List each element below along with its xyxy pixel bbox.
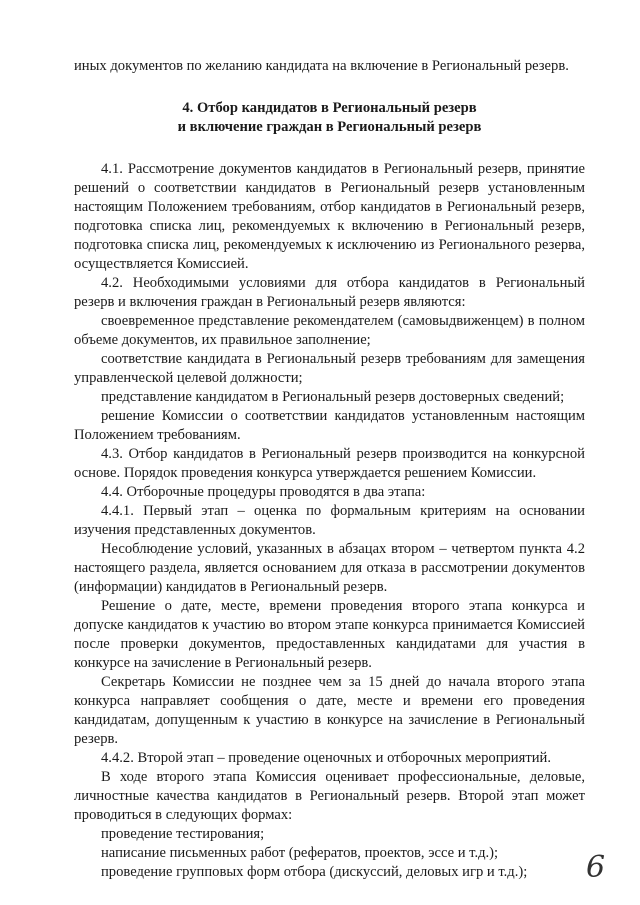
section-heading <box>74 99 585 137</box>
section-heading-line-2: и включение граждан в Региональный резерв <box>177 119 482 135</box>
paragraph: написание письменных работ (рефератов, проектов, эссе и т.д.); <box>101 845 499 861</box>
paragraph: Несоблюдение условий, указанных в абзацах втором – четвертом пункта 4.2 настоящего раздела, является основанием для отказа в рассмотрении документов (информации) кандидатов в Региональный резерв. <box>74 541 585 595</box>
paragraph: проведение тестирования; <box>101 826 265 842</box>
paragraph: В ходе второго этапа Комиссия оценивает профессиональные, деловые, личностные качества кандидатов в Региональный резерв. Второй этап может проводиться в следующих формах: <box>74 769 585 823</box>
paragraph: 4.4. Отборочные процедуры проводятся в два этапа: <box>101 484 426 500</box>
paragraph: 4.3. Отбор кандидатов в Региональный резерв производится на конкурсной основе. Порядок проведения конкурса утверждается решением Комиссии. <box>74 446 585 481</box>
paragraph: представление кандидатом в Региональный резерв достоверных сведений; <box>101 389 565 405</box>
paragraph: Секретарь Комиссии не позднее чем за 15 дней до начала второго этапа конкурса направляет сообщения о дате, месте и времени его проведения кандидатам, допущенным к участию в конкурсе на зачисление в Региональный резерв. <box>74 674 585 747</box>
document-body <box>74 57 585 882</box>
paragraph: проведение групповых форм отбора (дискуссий, деловых игр и т.д.); <box>101 864 528 880</box>
section-heading-line-1: 4. Отбор кандидатов в Региональный резерв <box>182 100 477 116</box>
handwritten-page-number: 6 <box>586 850 606 885</box>
paragraph: 4.1. Рассмотрение документов кандидатов в Региональный резерв, принятие решений о соответствии кандидатов в Региональный резерв установленным настоящим Положением требованиям, отбор кандидатов в Региональный резерв, подготовка списка лиц, рекомендуемых к включению в Региональный резерв, подготовка списка лиц, рекомендуемых к исключению из Регионального резерва, осуществляется Комиссией. <box>74 161 585 272</box>
paragraph: своевременное представление рекомендателем (самовыдвиженцем) в полном объеме документов, их правильное заполнение; <box>74 313 585 348</box>
paragraph: 4.4.1. Первый этап – оценка по формальным критериям на основании изучения представленных документов. <box>74 503 585 538</box>
paragraph: 4.2. Необходимыми условиями для отбора кандидатов в Региональный резерв и включения граждан в Региональный резерв являются: <box>74 275 585 310</box>
paragraph: 4.4.2. Второй этап – проведение оценочных и отборочных мероприятий. <box>101 750 551 766</box>
intro-paragraph: иных документов по желанию кандидата на включение в Региональный резерв. <box>74 58 569 74</box>
paragraph: соответствие кандидата в Региональный резерв требованиям для замещения управленческой целевой должности; <box>74 351 585 386</box>
paragraph: решение Комиссии о соответствии кандидатов установленным настоящим Положением требованиям. <box>74 408 585 443</box>
paragraph: Решение о дате, месте, времени проведения второго этапа конкурса и допуске кандидатов к участию во втором этапе конкурса принимается Комиссией после проверки документов, предоставленных кандидатами для участия в конкурсе на зачисление в Региональный резерв. <box>74 598 585 671</box>
